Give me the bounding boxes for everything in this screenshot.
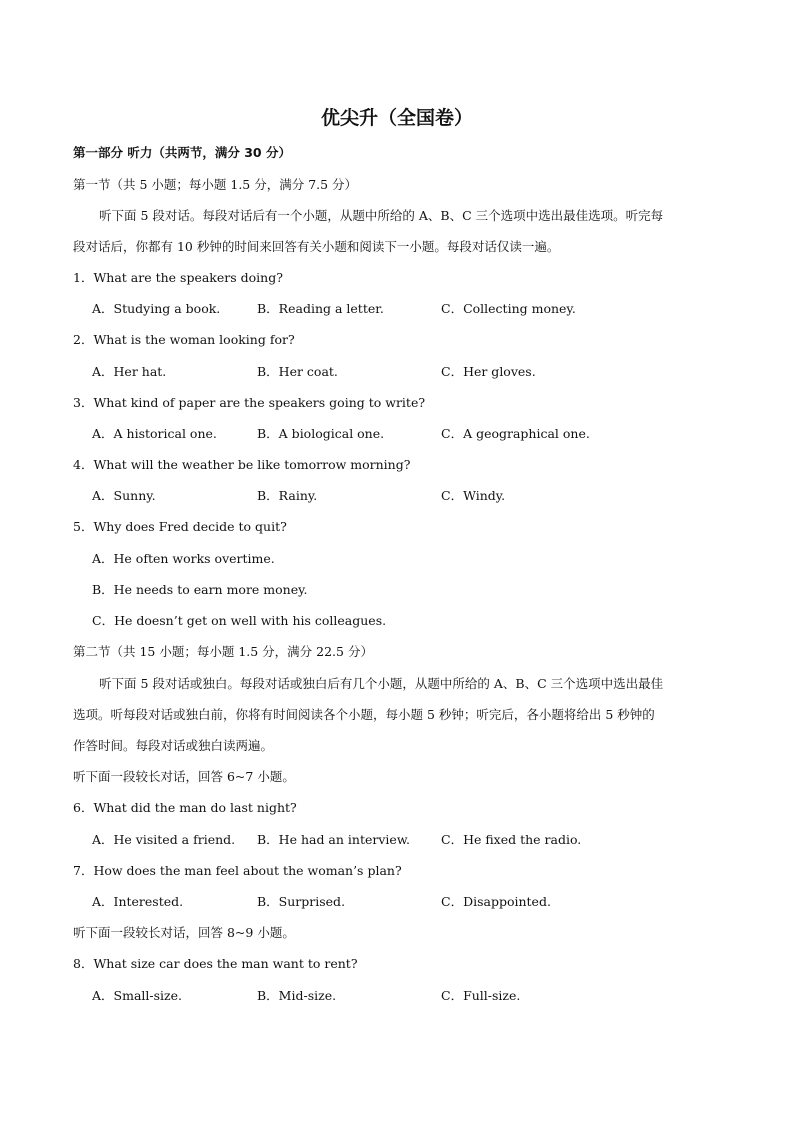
- question-3-option-a: A．A historical one.: [92, 426, 217, 441]
- question-4-stem: 4．What will the weather be like tomorrow morning?: [73, 457, 411, 472]
- question-2-stem: 2．What is the woman looking for?: [73, 332, 295, 347]
- question-6-option-a: A．He visited a friend.: [92, 832, 236, 847]
- section1-heading: 第一节（共 5 小题；每小题 1.5 分，满分 7.5 分）: [73, 177, 358, 192]
- question-3-option-b: B．A biological one.: [257, 426, 385, 441]
- question-1-option-c: C．Collecting money.: [441, 301, 576, 316]
- question-8-option-b: B．Mid-size.: [257, 988, 337, 1003]
- question-3-option-c: C．A geographical one.: [441, 426, 590, 441]
- dialogue-group-6-7: 听下面一段较长对话，回答 6~7 小题。: [73, 769, 295, 784]
- section2-instructions-line3: 作答时间。每段对话或独白读两遍。: [73, 738, 274, 753]
- question-6-option-c: C．He fixed the radio.: [441, 832, 582, 847]
- page-title: 优尖升（全国卷）: [320, 107, 473, 129]
- question-4-option-b: B．Rainy.: [257, 488, 318, 503]
- question-7-option-b: B．Surprised.: [257, 894, 346, 909]
- question-7-stem: 7．How does the man feel about the woman’s plan?: [73, 863, 402, 878]
- question-2-option-b: B．Her coat.: [257, 364, 338, 379]
- part1-heading: 第一部分 听力（共两节，满分 30 分）: [73, 145, 291, 160]
- question-2-option-a: A．Her hat.: [92, 364, 167, 379]
- question-7-option-a: A．Interested.: [92, 894, 184, 909]
- question-1-option-b: B．Reading a letter.: [257, 301, 384, 316]
- question-5-option-a: A．He often works overtime.: [92, 551, 275, 566]
- dialogue-group-8-9: 听下面一段较长对话，回答 8~9 小题。: [73, 925, 295, 940]
- question-7-option-c: C．Disappointed.: [441, 894, 551, 909]
- question-4-option-c: C．Windy.: [441, 488, 506, 503]
- section1-instructions-line2: 段对话后，你都有 10 秒钟的时间来回答有关小题和阅读下一小题。每段对话仅读一遍。: [73, 239, 560, 254]
- section2-instructions-line1: 听下面 5 段对话或独白。每段对话或独白后有几个小题，从题中所给的 A、B、C 三个选项中选出最佳: [99, 676, 664, 691]
- question-4-option-a: A．Sunny.: [92, 488, 156, 503]
- question-1-option-a: A．Studying a book.: [92, 301, 221, 316]
- question-6-stem: 6．What did the man do last night?: [73, 800, 297, 815]
- question-2-option-c: C．Her gloves.: [441, 364, 536, 379]
- question-5-stem: 5．Why does Fred decide to quit?: [73, 519, 287, 534]
- question-1-stem: 1．What are the speakers doing?: [73, 270, 283, 285]
- question-6-option-b: B．He had an interview.: [257, 832, 411, 847]
- section1-instructions-line1: 听下面 5 段对话。每段对话后有一个小题，从题中所给的 A、B、C 三个选项中选出最佳选项。听完每: [99, 208, 664, 223]
- question-5-option-c: C．He doesn’t get on well with his colleagues.: [92, 613, 387, 628]
- section2-heading: 第二节（共 15 小题；每小题 1.5 分，满分 22.5 分）: [73, 644, 373, 659]
- section2-instructions-line2: 选项。听每段对话或独白前，你将有时间阅读各个小题，每小题 5 秒钟；听完后，各小题将给出 5 秒钟的: [73, 707, 655, 722]
- question-8-option-a: A．Small-size.: [92, 988, 182, 1003]
- question-3-stem: 3．What kind of paper are the speakers going to write?: [73, 395, 426, 410]
- question-8-stem: 8．What size car does the man want to rent?: [73, 956, 358, 971]
- question-5-option-b: B．He needs to earn more money.: [92, 582, 308, 597]
- question-8-option-c: C．Full-size.: [441, 988, 521, 1003]
